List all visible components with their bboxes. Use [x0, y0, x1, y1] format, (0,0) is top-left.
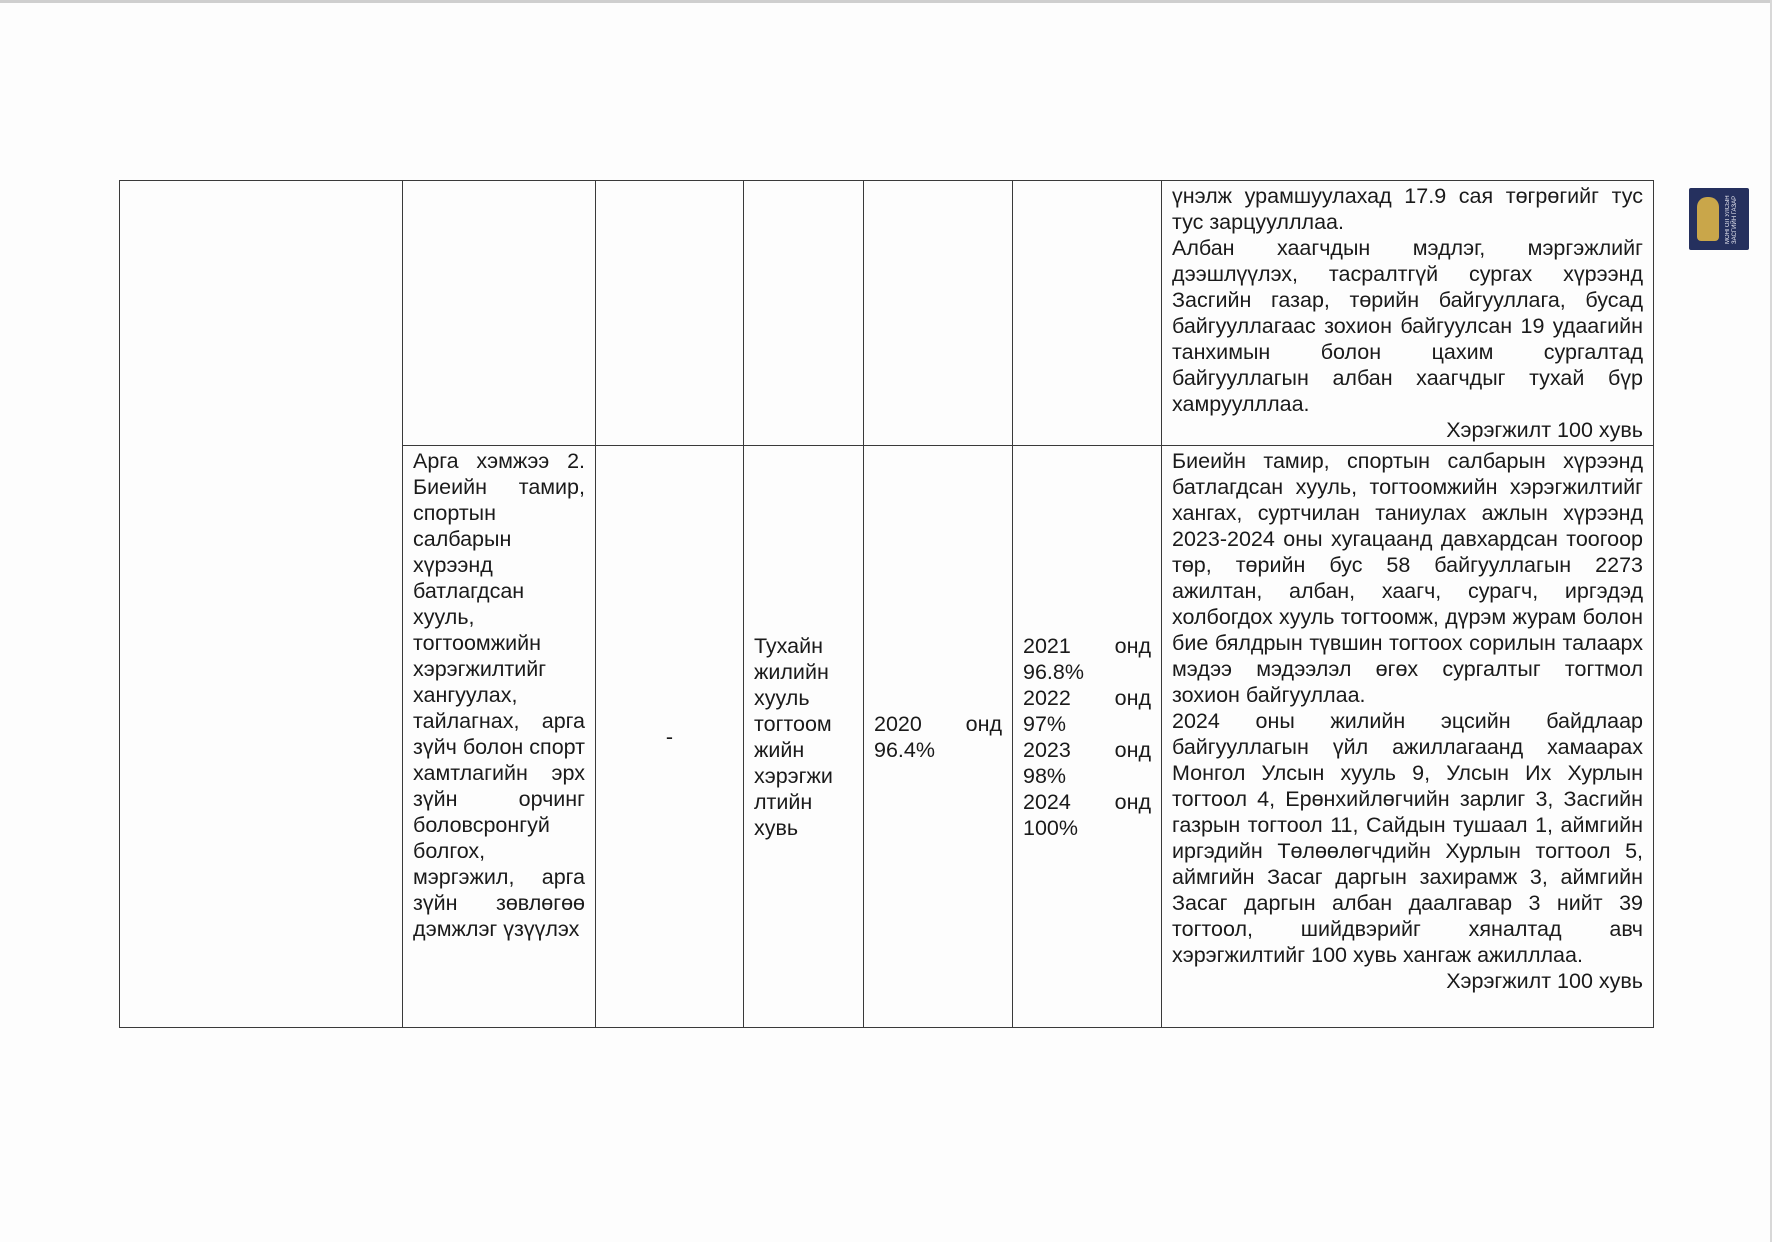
target-suffix: онд [1114, 685, 1151, 710]
target-value: 98% [1023, 763, 1067, 788]
report-table [119, 180, 1654, 1028]
baseline-suffix: онд [965, 711, 1002, 736]
measure-cell-empty [403, 181, 596, 446]
indicator-text: Тухайн жилийн хууль тогтоом жийн хэрэгжи лтийн хувь [754, 633, 833, 840]
base-level-cell [864, 446, 1013, 1028]
target-cell-empty [1013, 181, 1162, 446]
report-cell [1162, 446, 1654, 1028]
report-paragraph: үнэлж урамшуулахад 17.9 сая төгрөгийг тус тус зарцуулллаа. [1172, 184, 1643, 234]
baseline-cell [596, 446, 744, 1028]
target-value: 97% [1023, 711, 1067, 736]
target-year: 2021 [1023, 633, 1071, 658]
target-year: 2024 [1023, 789, 1071, 814]
target-suffix: онд [1114, 789, 1151, 814]
baseline-year: 2020 [874, 711, 922, 736]
target-value: 96.8% [1023, 659, 1084, 684]
report-paragraph: 2024 оны жилийн эцсийн байдлаар байгууллагын үйл ажиллагаанд хамаарах Монгол Улсын хууль 9, Улсын Их Хурлын тогтоол 4, Ерөнхийлөгчийн зарлиг 3, Засгийн газрын тогтоол 11, Сайдын тушаал 1, аймгийн иргэдийн Төлөөлөгчдийн Хурлын тогтоол 5, аймгийн Засаг даргын захирамж 3, аймгийн Засаг даргын албан даалгавар 3 нийт 39 тогтоол, шийдвэрийг хяналтад авч хэрэгжилтийг 100 хувь хангаж ажилллаа. [1172, 709, 1643, 967]
report-cell [1162, 181, 1654, 446]
target-suffix: онд [1114, 737, 1151, 762]
target-year: 2023 [1023, 737, 1071, 762]
target-cell [1013, 446, 1162, 1028]
baseline-cell-empty [596, 181, 744, 446]
indicator-cell [744, 446, 864, 1028]
target-value: 100% [1023, 815, 1078, 840]
measure-text: Арга хэмжээ 2. Биеийн тамир, спортын салбарын хүрээнд батлагдсан хууль, тогтоомжийн хэрэгжилтийг хангуулах, тайлагнах, арга зүйч болон спорт хамтлагийн эрх зүйн орчинг боловсронгуй болгох, мэргэжил, арга зүйн зөвлөгөө дэмжлэг үзүүлэх [413, 449, 585, 941]
report-paragraph: Албан хаагчдын мэдлэг, мэргэжлийг дээшлүүлэх, тасралтгүй сургах хүрээнд Засгийн газар, төрийн байгууллага, бусад байгууллагаас зохион байгуулсан 19 удаагийн танхимын болон цахим сургалтад байгууллагын албан хаагчдыг тухай бүр хамруулллаа. [1172, 236, 1643, 416]
report-paragraph: Биеийн тамир, спортын салбарын хүрээнд батлагдсан хууль, тогтоомжийн хэрэгжилтийг хангах, суртчилан таниулах ажлын хүрээнд 2023-2024 оны хугацаанд давхардсан тоогоор төр, төрийн бус 58 байгууллагын 2273 ажилтан, албан, хаагч, сурагч, иргэдэд холбогдох хууль тогтоомж, дүрэм журам болон бие бялдрын түвшин тогтоох сорилын талаарх мэдээ мэдээлэл өгөх сургалтыг тогтмол зохион байгууллаа. [1172, 449, 1643, 707]
goal-cell-empty [120, 181, 403, 1028]
emblem-icon [1697, 197, 1719, 241]
completion-status: Хэрэгжилт 100 хувь [1446, 418, 1643, 442]
base-level-cell-empty [864, 181, 1013, 446]
baseline-value: 96.4% [874, 737, 935, 762]
measure-cell [403, 446, 596, 1028]
target-year: 2022 [1023, 685, 1071, 710]
dash-value: - [665, 724, 674, 749]
table-row [120, 181, 1654, 446]
state-seal-logo [1689, 188, 1749, 250]
seal-text: МОНГОЛ УЛСЫН ЗАСГИЙН ГАЗАР [1725, 195, 1738, 244]
indicator-cell-empty [744, 181, 864, 446]
completion-status: Хэрэгжилт 100 хувь [1446, 969, 1643, 993]
scan-edge-top [0, 0, 1772, 3]
target-suffix: онд [1114, 633, 1151, 658]
